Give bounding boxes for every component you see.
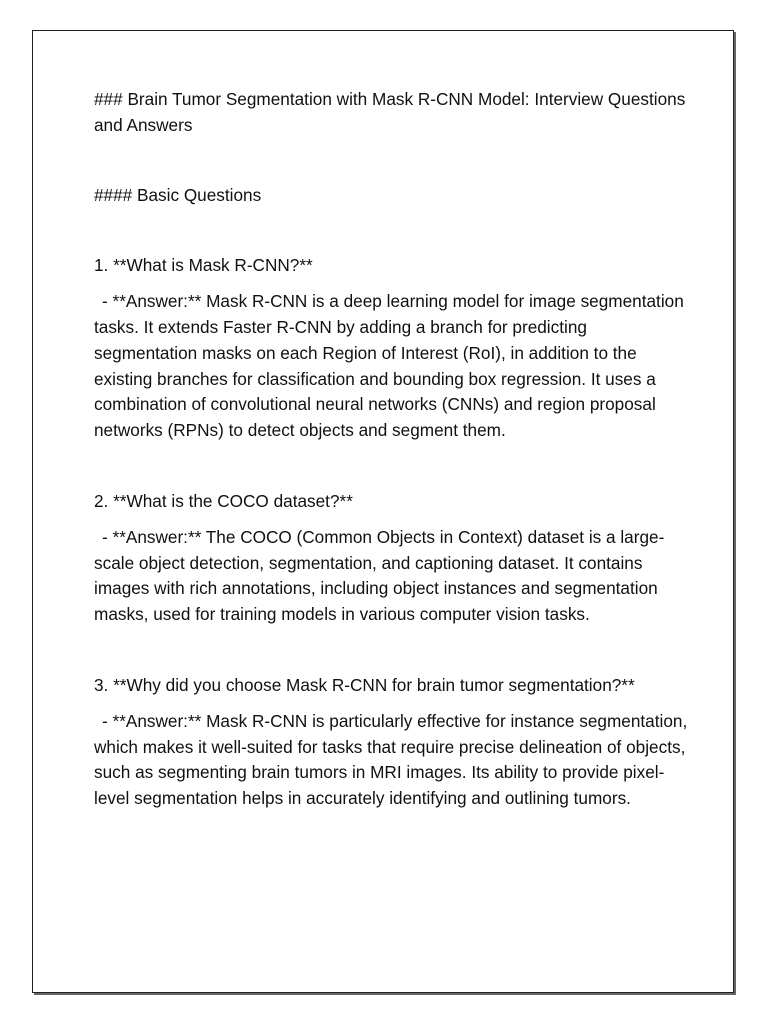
document-title: ### Brain Tumor Segmentation with Mask R-CNN Model: Interview Questions and Answers — [94, 89, 686, 135]
question-3: 3. **Why did you choose Mask R-CNN for brain tumor segmentation?** — [94, 674, 635, 695]
question-2: 2. **What is the COCO dataset?** — [94, 490, 353, 511]
answer-2: - **Answer:** The COCO (Common Objects in Context) dataset is a large-scale object detection, segmentation, and captioning dataset. It contains images with rich annotations, including object instances and segmentation masks, used for training models in various computer vision tasks. — [94, 526, 665, 625]
question-1: 1. **What is Mask R-CNN?** — [94, 255, 313, 276]
document-body — [94, 87, 694, 857]
section-heading: #### Basic Questions — [94, 184, 262, 205]
page-frame — [32, 30, 734, 993]
answer-1: - **Answer:** Mask R-CNN is a deep learning model for image segmentation tasks. It extends Faster R-CNN by adding a branch for predicting segmentation masks on each Region of Interest (RoI), in addition to the existing branches for classification and bounding box regression. It uses a combination of convolutional neural networks (CNNs) and region proposal networks (RPNs) to detect objects and segment them. — [94, 291, 684, 441]
answer-3: - **Answer:** Mask R-CNN is particularly effective for instance segmentation, which makes it well-suited for tasks that require precise delineation of objects, such as segmenting brain tumors in MRI images. Its ability to provide pixel-level segmentation helps in accurately identifying and outlining tumors. — [94, 710, 688, 809]
